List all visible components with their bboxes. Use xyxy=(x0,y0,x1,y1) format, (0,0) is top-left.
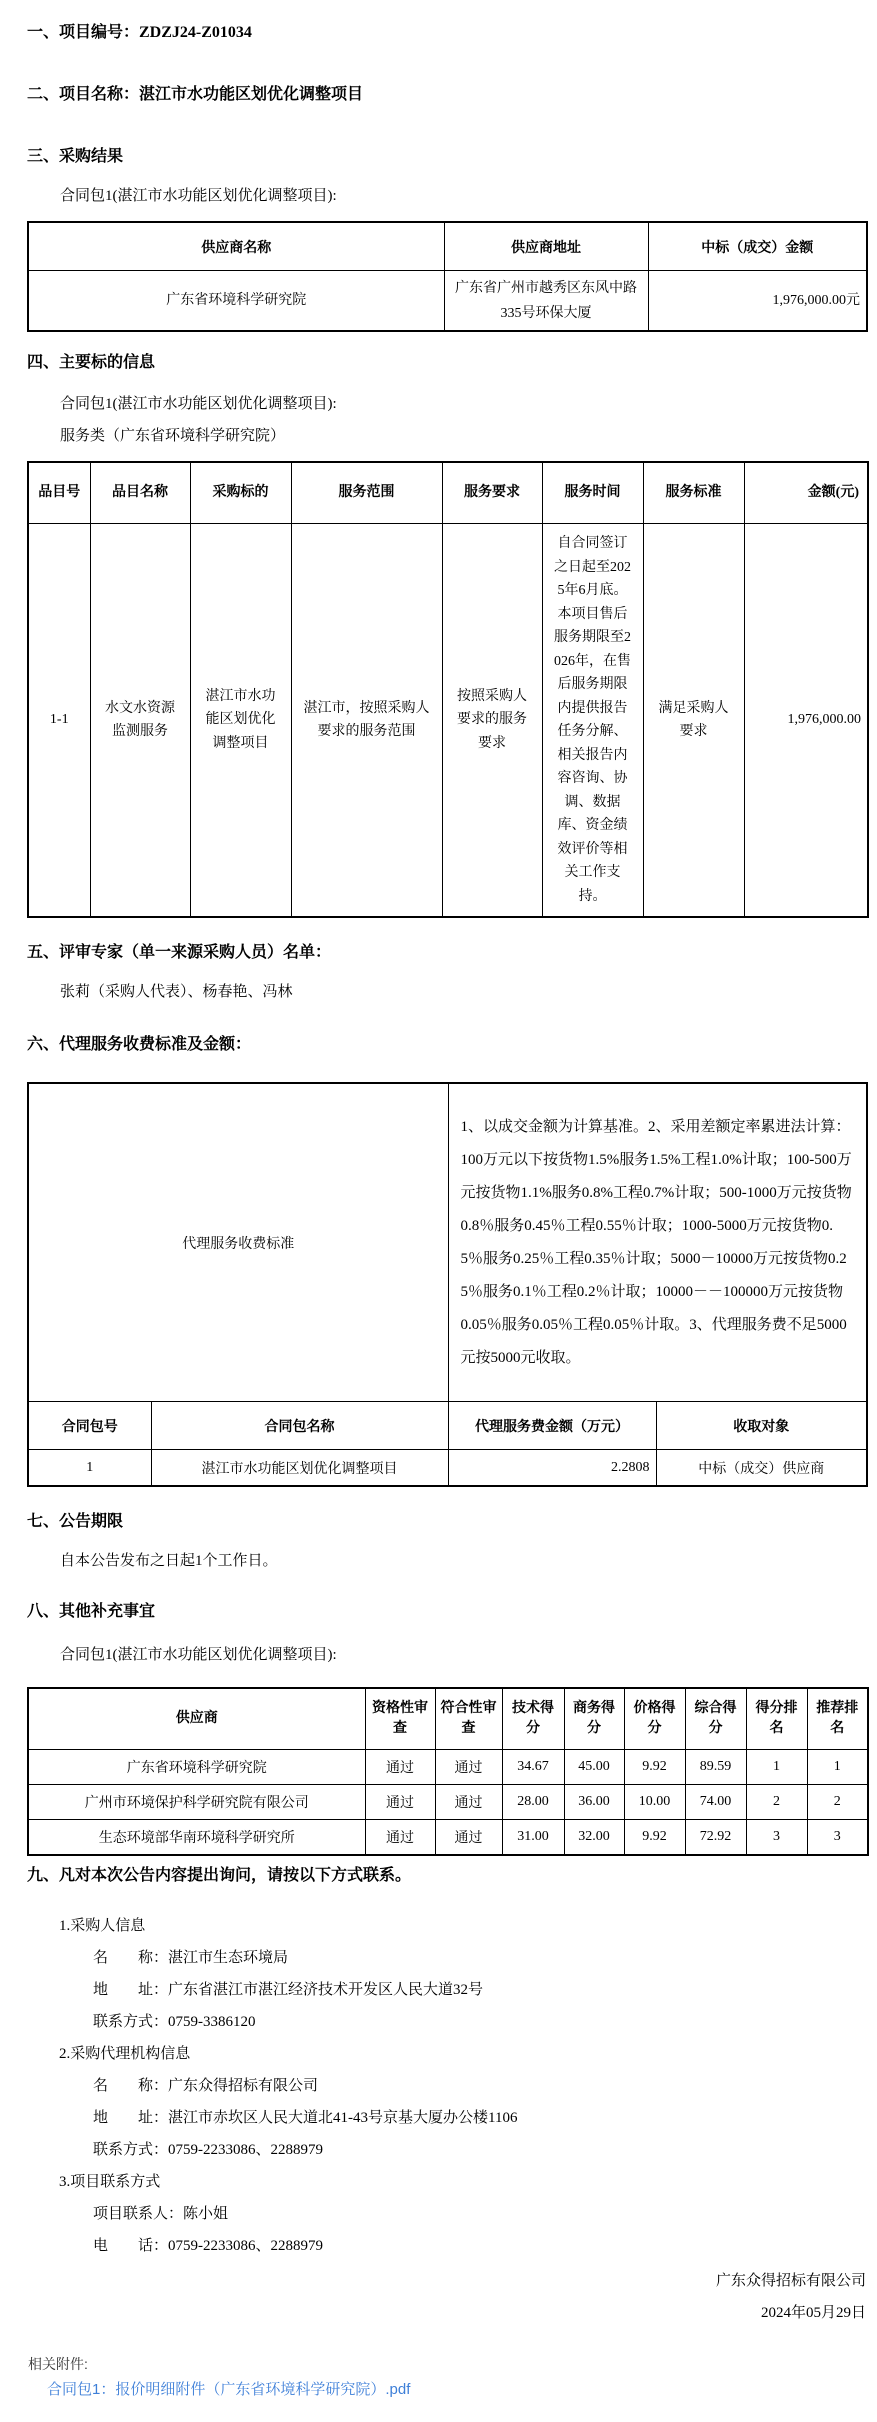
package-name: 湛江市水功能区划优化调整项目 xyxy=(151,1450,448,1487)
table-header-row xyxy=(28,1402,867,1450)
col-time: 服务时间 xyxy=(542,462,643,524)
col-fee-amount: 代理服务费金额（万元） xyxy=(448,1402,656,1450)
col-item-name: 品目名称 xyxy=(90,462,190,524)
qualification-review: 通过 xyxy=(365,1785,435,1820)
score-rank: 2 xyxy=(746,1785,807,1820)
service-standard: 满足采购人要求 xyxy=(643,524,744,918)
col-total-score: 综合得分 xyxy=(685,1688,746,1750)
table-header-row xyxy=(28,1688,868,1750)
qualification-review: 通过 xyxy=(365,1750,435,1785)
col-recommend-rank: 推荐排名 xyxy=(807,1688,868,1750)
supplier: 广东省环境科学研究院 xyxy=(28,1750,365,1785)
col-supplier: 供应商 xyxy=(28,1688,365,1750)
project-contact-person: 项目联系人：陈小姐 xyxy=(93,2206,229,2222)
technical-score: 28.00 xyxy=(502,1785,564,1820)
qualification-review: 通过 xyxy=(365,1820,435,1856)
evaluation-score-table xyxy=(27,1687,869,1856)
col-technical-score: 技术得分 xyxy=(502,1688,564,1750)
attachment-pdf-link[interactable]: 合同包1：报价明细附件（广东省环境科学研究院）.pdf xyxy=(47,2381,411,2398)
fee-payer: 中标（成交）供应商 xyxy=(656,1450,867,1487)
subject-matter-table xyxy=(27,461,869,918)
col-business-score: 商务得分 xyxy=(564,1688,624,1750)
section2-heading: 二、项目名称：湛江市水功能区划优化调整项目 xyxy=(27,86,364,103)
technical-score: 34.67 xyxy=(502,1750,564,1785)
business-score: 32.00 xyxy=(564,1820,624,1856)
item-no: 1-1 xyxy=(28,524,90,918)
fee-standard-text: 1、以成交金额为计算基准。2、采用差额定率累进法计算：100万元以下按货物1.5%服务1.5%工程1.0%计取；100-500万元按货物1.1%服务0.8%工程0.7%计取；500-1000万元按货物0.8％服务0.45％工程0.55％计取；1000-5000万元按货物0.5％服务0.25％工程0.35％计取；5000－10000万元按货物0.25％服务0.1％工程0.2％计取；10000－－100000万元按货物0.05％服务0.05％工程0.05％计取。3、代理服务费不足5000元按5000元收取。 xyxy=(448,1083,867,1402)
total-score: 89.59 xyxy=(685,1750,746,1785)
col-item-no: 品目号 xyxy=(28,462,90,524)
section4-category-line: 服务类（广东省环境科学研究院） xyxy=(60,428,286,444)
section5-heading: 五、评审专家（单一来源采购人员）名单： xyxy=(27,944,332,961)
supplier-name: 广东省环境科学研究院 xyxy=(28,271,444,332)
signoff-block xyxy=(27,2265,866,2329)
recommend-rank: 2 xyxy=(807,1785,868,1820)
conformity-review: 通过 xyxy=(435,1820,502,1856)
signoff-company: 广东众得招标有限公司 xyxy=(715,2273,866,2289)
agency-name: 名 称：广东众得招标有限公司 xyxy=(93,2078,319,2094)
business-score: 45.00 xyxy=(564,1750,624,1785)
item-name: 水文水资源监测服务 xyxy=(90,524,190,918)
fee-standard-row xyxy=(28,1083,867,1402)
col-conformity-review: 符合性审查 xyxy=(435,1688,502,1750)
project-contact-header: 3.项目联系方式 xyxy=(59,2174,161,2190)
signoff-date: 2024年05月29日 xyxy=(760,2305,866,2321)
agency-fee-table xyxy=(27,1082,868,1487)
total-score: 72.92 xyxy=(685,1820,746,1856)
fee-standard-label: 代理服务收费标准 xyxy=(28,1083,448,1402)
section4-package-line: 合同包1(湛江市水功能区划优化调整项目): xyxy=(60,396,337,412)
attachments-label: 相关附件: xyxy=(28,2356,88,2372)
col-requirement: 服务要求 xyxy=(442,462,542,524)
procurement-result-table xyxy=(27,221,868,332)
col-award-amount: 中标（成交）金额 xyxy=(648,222,867,271)
project-contact-phone: 电 话：0759-2233086、2288979 xyxy=(93,2238,323,2254)
table-row xyxy=(28,524,868,918)
col-amount: 金额(元) xyxy=(744,462,868,524)
announcement-period-text: 自本公告发布之日起1个工作日。 xyxy=(60,1553,278,1569)
price-score: 9.92 xyxy=(624,1750,685,1785)
total-score: 74.00 xyxy=(685,1785,746,1820)
procurement-target: 湛江市水功能区划优化调整项目 xyxy=(190,524,291,918)
col-qualification-review: 资格性审查 xyxy=(365,1688,435,1750)
table-row xyxy=(28,1750,868,1785)
conformity-review: 通过 xyxy=(435,1750,502,1785)
section6-heading: 六、代理服务收费标准及金额： xyxy=(27,1036,252,1053)
business-score: 36.00 xyxy=(564,1785,624,1820)
agency-header: 2.采购代理机构信息 xyxy=(59,2046,191,2062)
table-row xyxy=(28,1450,867,1487)
purchaser-address: 地 址：广东省湛江市湛江经济技术开发区人民大道32号 xyxy=(93,1982,484,1998)
col-target: 采购标的 xyxy=(190,462,291,524)
supplier: 生态环境部华南环境科学研究所 xyxy=(28,1820,365,1856)
col-package-no: 合同包号 xyxy=(28,1402,151,1450)
service-requirement: 按照采购人要求的服务要求 xyxy=(442,524,542,918)
conformity-review: 通过 xyxy=(435,1785,502,1820)
price-score: 9.92 xyxy=(624,1820,685,1856)
technical-score: 31.00 xyxy=(502,1820,564,1856)
service-scope: 湛江市，按照采购人要求的服务范围 xyxy=(291,524,442,918)
section1-heading: 一、项目编号：ZDZJ24-Z01034 xyxy=(27,24,252,41)
section3-heading: 三、采购结果 xyxy=(27,148,124,165)
supplier-address: 广东省广州市越秀区东风中路335号环保大厦 xyxy=(444,271,648,332)
section3-package-line: 合同包1(湛江市水功能区划优化调整项目): xyxy=(60,188,337,204)
score-rank: 1 xyxy=(746,1750,807,1785)
agency-address: 地 址：湛江市赤坎区人民大道北41-43号京基大厦办公楼1106 xyxy=(93,2110,518,2126)
recommend-rank: 3 xyxy=(807,1820,868,1856)
section8-package-line: 合同包1(湛江市水功能区划优化调整项目): xyxy=(60,1647,337,1663)
score-rank: 3 xyxy=(746,1820,807,1856)
table-row xyxy=(28,271,867,332)
col-scope: 服务范围 xyxy=(291,462,442,524)
purchaser-header: 1.采购人信息 xyxy=(59,1918,146,1934)
service-time: 自合同签订之日起至2025年6月底。本项目售后服务期限至2026年，在售后服务期限内提供报告任务分解、相关报告内容咨询、协调、数据库、资金绩效评价等相关工作支持。 xyxy=(542,524,643,918)
supplier: 广州市环境保护科学研究院有限公司 xyxy=(28,1785,365,1820)
recommend-rank: 1 xyxy=(807,1750,868,1785)
fee-amount: 2.2808 xyxy=(448,1450,656,1487)
section9-heading: 九、凡对本次公告内容提出询问，请按以下方式联系。 xyxy=(27,1867,412,1884)
table-row xyxy=(28,1785,868,1820)
section7-heading: 七、公告期限 xyxy=(27,1513,124,1530)
table-header-row xyxy=(28,462,868,524)
col-package-name: 合同包名称 xyxy=(151,1402,448,1450)
section4-heading: 四、主要标的信息 xyxy=(27,354,156,371)
expert-names: 张莉（采购人代表）、杨春艳、冯林 xyxy=(60,984,293,1000)
col-standard: 服务标准 xyxy=(643,462,744,524)
col-price-score: 价格得分 xyxy=(624,1688,685,1750)
col-supplier-address: 供应商地址 xyxy=(444,222,648,271)
purchaser-name: 名 称：湛江市生态环境局 xyxy=(93,1950,289,1966)
price-score: 10.00 xyxy=(624,1785,685,1820)
table-header-row xyxy=(28,222,867,271)
col-score-rank: 得分排名 xyxy=(746,1688,807,1750)
attachments-block xyxy=(28,2354,866,2400)
contact-info xyxy=(27,1910,866,2262)
amount-value: 1,976,000.00 xyxy=(744,524,868,918)
award-amount: 1,976,000.00元 xyxy=(648,271,867,332)
table-row xyxy=(28,1820,868,1856)
agency-contact: 联系方式：0759-2233086、2288979 xyxy=(93,2142,323,2158)
section8-heading: 八、其他补充事宜 xyxy=(27,1603,156,1620)
col-payer: 收取对象 xyxy=(656,1402,867,1450)
col-supplier-name: 供应商名称 xyxy=(28,222,444,271)
purchaser-contact: 联系方式：0759-3386120 xyxy=(93,2014,256,2030)
package-no: 1 xyxy=(28,1450,151,1487)
